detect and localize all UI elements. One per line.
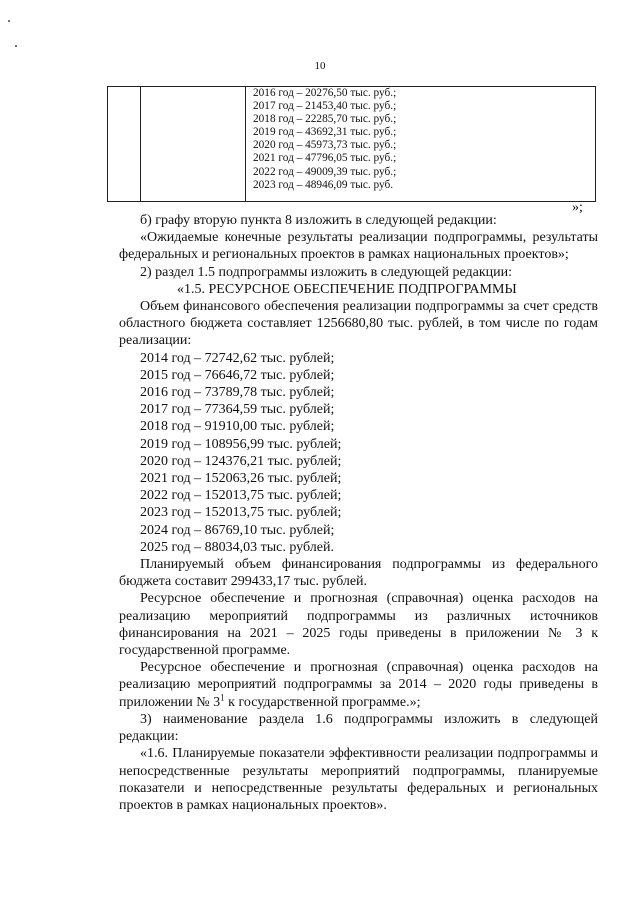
list-item: 2025 год – 88034,03 тыс. рублей. bbox=[140, 539, 334, 555]
section-heading-1-5: «1.5. РЕСУРСНОЕ ОБЕСПЕЧЕНИЕ ПОДПРОГРАММЫ bbox=[177, 281, 517, 297]
funding-years-list bbox=[119, 350, 598, 556]
table-year-line: 2019 год – 43692,31 тыс. руб.; bbox=[253, 126, 397, 139]
funding-table bbox=[107, 86, 596, 202]
list-item: 2015 год – 76646,72 тыс. рублей; bbox=[140, 367, 335, 383]
paragraph-b: б) графу вторую пункта 8 изложить в следующей редакции: bbox=[140, 213, 497, 228]
list-item: 2017 год – 77364,59 тыс. рублей; bbox=[140, 402, 335, 418]
paragraph-text: Ресурсное обеспечение и прогнозная (справочная) оценка расходов на реализацию мероприятий подпрограммы за 2014 – 2020 годы приведены в приложении № 3 bbox=[119, 660, 598, 710]
list-item: 2023 год – 152013,75 тыс. рублей; bbox=[140, 505, 342, 521]
closing-quote-mark: »; bbox=[572, 200, 583, 215]
paragraph-funding-volume: Объем финансового обеспечения реализации подпрограммы за счет средств областного бюджета составляет 1256680,80 тыс. рублей, в том числе по годам реализации: bbox=[119, 299, 598, 349]
paragraph-3: 3) наименование раздела 1.6 подпрограммы изложить в следующей редакции: bbox=[119, 711, 598, 745]
list-item: 2024 год – 86769,10 тыс. рублей; bbox=[140, 522, 335, 538]
table-year-line: 2022 год – 49009,39 тыс. руб.; bbox=[253, 165, 397, 178]
table-year-line: 2020 год – 45973,73 тыс. руб.; bbox=[253, 139, 397, 152]
table-cell-empty-2 bbox=[141, 87, 246, 202]
table-year-line: 2021 год – 47796,05 тыс. руб.; bbox=[253, 152, 397, 165]
scan-speck bbox=[15, 45, 17, 47]
document-body bbox=[119, 212, 598, 814]
page-number: 10 bbox=[314, 60, 326, 72]
table-row bbox=[108, 87, 596, 202]
list-item: 2019 год – 108956,99 тыс. рублей; bbox=[140, 436, 342, 452]
paragraph-federal-budget: Планируемый объем финансирования подпрограммы из федерального бюджета составит 299433,17 тыс. рублей. bbox=[119, 557, 598, 590]
paragraph-resource-2014-2020 bbox=[119, 659, 598, 711]
table-cell-empty-1 bbox=[108, 87, 141, 202]
superscript: 1 bbox=[220, 692, 225, 703]
table-year-line: 2023 год – 48946,09 тыс. руб. bbox=[253, 178, 394, 191]
list-item: 2018 год – 91910,00 тыс. рублей; bbox=[140, 419, 335, 435]
paragraph-text: к государственной программе.»; bbox=[224, 694, 421, 710]
list-item: 2020 год – 124376,21 тыс. рублей; bbox=[140, 453, 342, 469]
table-year-line: 2017 год – 21453,40 тыс. руб.; bbox=[253, 100, 397, 113]
paragraph-section-1-6: «1.6. Планируемые показатели эффективности реализации подпрограммы и непосредственные результаты мероприятий подпрограммы, планируемые показатели и непосредственные результаты федеральных и региональных проектов в рамках национальных проектов». bbox=[119, 746, 598, 813]
paragraph-resource-2021-2025: Ресурсное обеспечение и прогнозная (справочная) оценка расходов на реализацию мероприятий подпрограммы из различных источников финансирования на 2021 – 2025 годы приведены в приложении № 3 к государственной программе. bbox=[119, 591, 598, 659]
scan-speck bbox=[8, 20, 10, 22]
paragraph-expected-results: «Ожидаемые конечные результаты реализации подпрограммы, результаты федеральных и региональных проектов в рамках национальных проектов»; bbox=[119, 230, 598, 263]
paragraph-2: 2) раздел 1.5 подпрограммы изложить в следующей редакции: bbox=[140, 264, 513, 280]
list-item: 2021 год – 152063,26 тыс. рублей; bbox=[140, 471, 342, 487]
table-cell-years bbox=[246, 87, 596, 202]
list-item: 2022 год – 152013,75 тыс. рублей; bbox=[140, 488, 342, 504]
list-item: 2016 год – 73789,78 тыс. рублей; bbox=[140, 385, 335, 401]
table-year-line: 2018 год – 22285,70 тыс. руб.; bbox=[253, 113, 397, 126]
list-item: 2014 год – 72742,62 тыс. рублей; bbox=[140, 350, 335, 366]
table-year-line: 2016 год – 20276,50 тыс. руб.; bbox=[253, 87, 397, 99]
